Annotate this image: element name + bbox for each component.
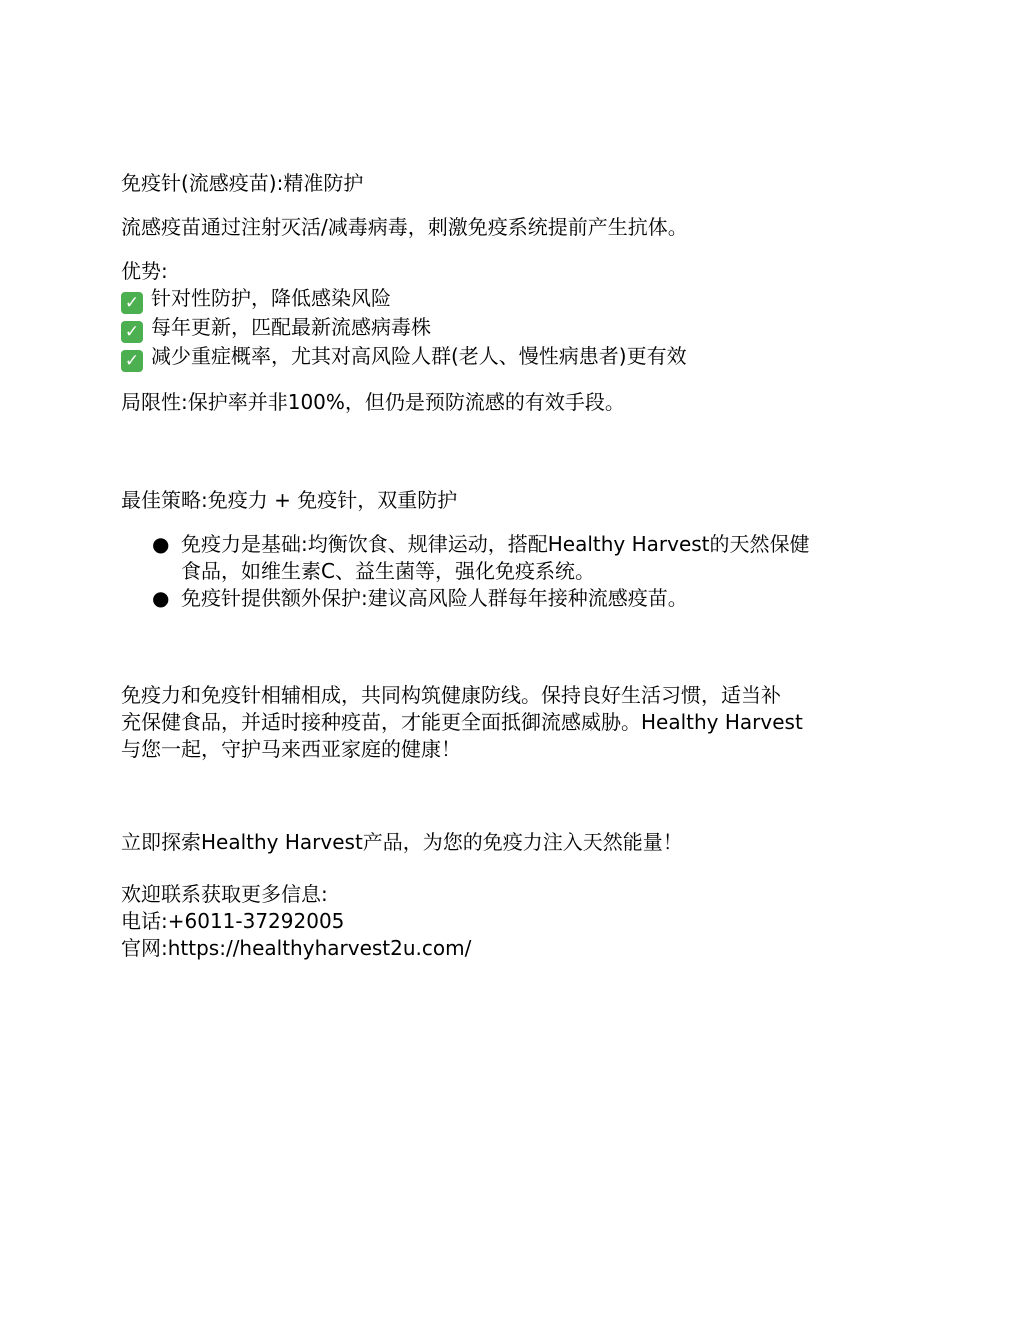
document-page <box>121 170 901 962</box>
bullet-icon: ● <box>152 586 170 610</box>
check-mark-icon: ✓ <box>121 350 143 372</box>
advantages-label: 优势: <box>121 259 168 283</box>
contact-block <box>121 881 901 962</box>
check-mark-icon: ✓ <box>121 321 143 343</box>
contact-label: 欢迎联系获取更多信息: <box>121 882 328 906</box>
contact-website[interactable]: 官网:https://healthyharvest2u.com/ <box>121 936 472 960</box>
bullet-icon: ● <box>152 532 170 556</box>
contact-phone: 电话:+6011-37292005 <box>121 909 345 933</box>
section-vaccine-title: 免疫针(流感疫苗):精准防护 <box>121 171 364 195</box>
call-to-action: 立即探索Healthy Harvest产品，为您的免疫力注入天然能量！ <box>121 830 683 854</box>
section-strategy-title: 最佳策略:免疫力 + 免疫针，双重防护 <box>121 488 458 512</box>
strategy-list <box>121 531 901 612</box>
limitation-text: 局限性:保护率并非100%，但仍是预防流感的有效手段。 <box>121 390 625 414</box>
section-vaccine <box>121 170 901 416</box>
advantage-item: ✓ 每年更新，匹配最新流感病毒株 <box>121 314 901 343</box>
check-mark-icon: ✓ <box>121 292 143 314</box>
section-strategy <box>121 487 901 612</box>
summary-paragraph: 免疫力和免疫针相辅相成，共同构筑健康防线。保持良好生活习惯，适当补 充保健食品，并适时接种疫苗，才能更全面抵御流感威胁。Healthy Harvest 与您一起，守护马来西亚家庭的健康！ <box>121 683 803 761</box>
advantage-item: ✓ 针对性防护，降低感染风险 <box>121 285 901 314</box>
advantage-item: ✓ 减少重症概率，尤其对高风险人群(老人、慢性病患者)更有效 <box>121 343 901 372</box>
section-vaccine-intro: 流感疫苗通过注射灭活/减毒病毒，刺激免疫系统提前产生抗体。 <box>121 215 688 239</box>
list-item: ● 免疫针提供额外保护:建议高风险人群每年接种流感疫苗。 <box>152 586 688 610</box>
list-item: ● 免疫力是基础:均衡饮食、规律运动，搭配Healthy Harvest的天然保健 食品，如维生素C、益生菌等，强化免疫系统。 <box>152 532 810 583</box>
